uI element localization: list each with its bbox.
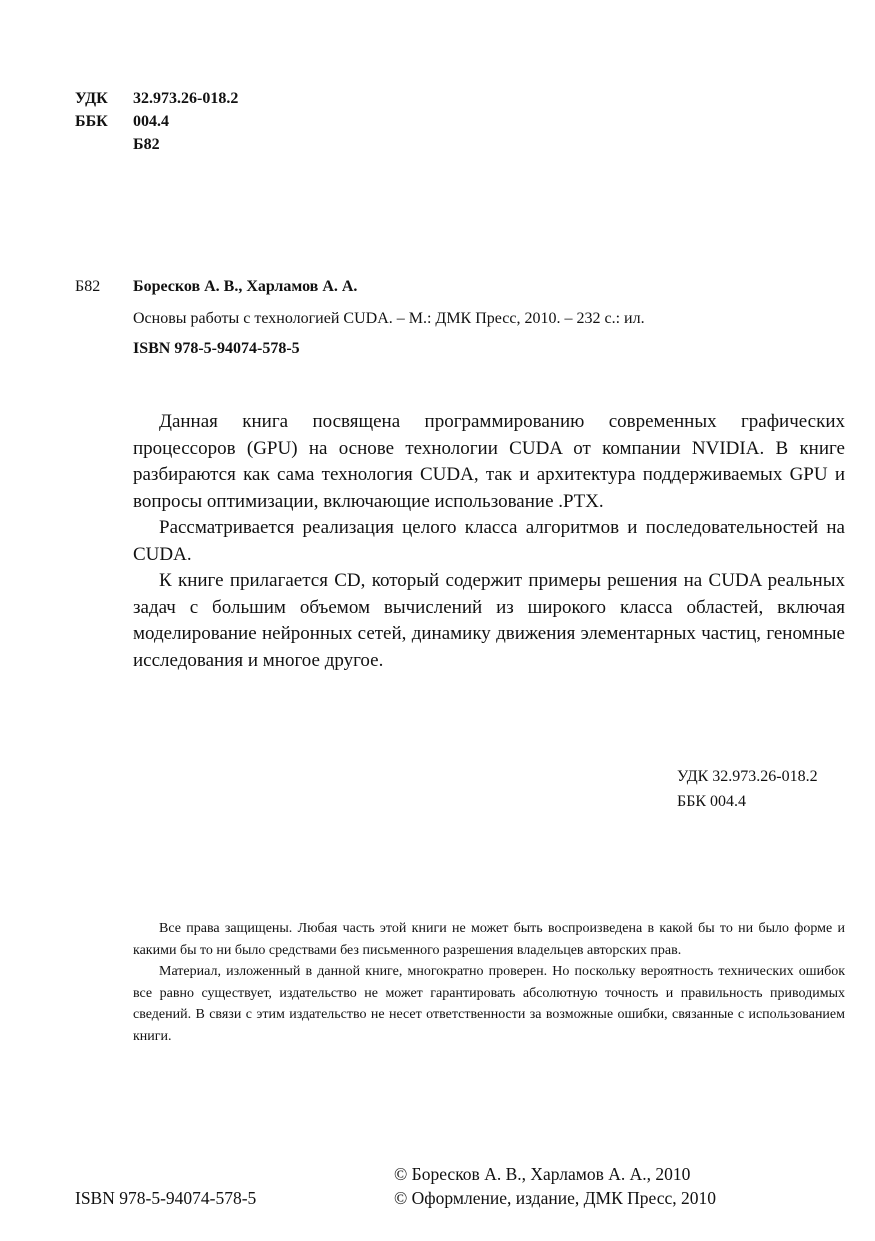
copyright-authors: © Боресков А. В., Харламов А. А., 2010 <box>394 1164 691 1184</box>
classification-right <box>677 764 818 814</box>
udk-row <box>75 88 238 110</box>
author-mark: Б82 <box>133 136 160 153</box>
author-mark-row <box>75 134 160 156</box>
rights-notice <box>133 918 845 1047</box>
abstract-paragraph: К книге прилагается CD, который содержит примеры решения на CUDA реальных задач с большим объемом вычислений из широкого класса областей, включая моделирование нейронных сетей, динамику движения элементарных частиц, геномные исследования и многое другое. <box>133 570 845 671</box>
footer-isbn: ISBN 978-5-94074-578-5 <box>75 1188 257 1208</box>
abstract-paragraph: Данная книга посвящена программированию современных графических процессоров (GPU) на основе технологии CUDA от компании NVIDIA. В книге разбираются как сама технология CUDA, так и архитектура поддерживаемых GPU и вопросы оптимизации, включающие использование .PTX. <box>133 411 845 512</box>
entry-title-line: Основы работы с технологией CUDA. – М.: ДМК Пресс, 2010. – 232 с.: ил. <box>133 310 645 327</box>
udk-label: УДК <box>75 90 108 107</box>
udk-line: УДК 32.973.26-018.2 <box>677 768 818 785</box>
abstract-paragraph: Рассматривается реализация целого класса алгоритмов и последовательностей на CUDA. <box>133 517 845 565</box>
entry-isbn: ISBN 978-5-94074-578-5 <box>133 340 300 357</box>
abstract <box>133 409 845 674</box>
bbk-row <box>75 111 169 133</box>
bbk-label: ББК <box>75 113 108 130</box>
rights-paragraph: Материал, изложенный в данной книге, многократно проверен. Но поскольку вероятность технических ошибок все равно существует, издательство не может гарантировать абсолютную точность и правильность приводимых сведений. В связи с этим издательство не несет ответственности за возможные ошибки, связанные с использованием книги. <box>133 964 845 1044</box>
copyright-design: © Оформление, издание, ДМК Пресс, 2010 <box>394 1188 717 1208</box>
entry-authors: Боресков А. В., Харламов А. А. <box>133 278 358 295</box>
bbk-line: ББК 004.4 <box>677 793 747 810</box>
rights-paragraph: Все права защищены. Любая часть этой книги не может быть воспроизведена в какой бы то ни было форме и какими бы то ни было средствами без письменного разрешения владельцев авторских прав. <box>133 921 845 958</box>
udk-value: 32.973.26-018.2 <box>133 90 239 107</box>
entry-code: Б82 <box>75 278 101 295</box>
bbk-value: 004.4 <box>133 113 169 130</box>
